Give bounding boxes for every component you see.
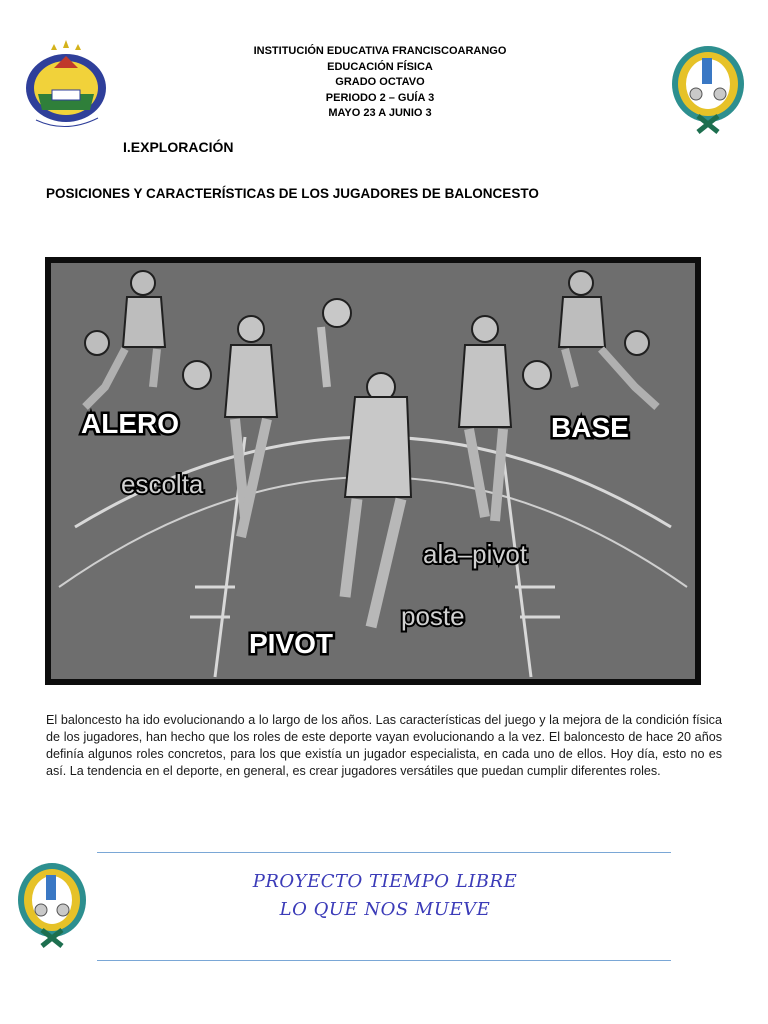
section-title: I.EXPLORACIÓN (123, 139, 234, 155)
label-pivot: PIVOT (249, 628, 334, 659)
label-base: BASE (551, 412, 629, 443)
label-poste: poste (401, 601, 465, 631)
label-escolta: escolta (121, 469, 204, 499)
intro-paragraph: El baloncesto ha ido evolucionando a lo largo de los años. Las características del juego y la mejora de la condición física de los jugadores, han hecho que los roles de este deporte vayan evolucionando a la vez. El baloncesto de hace 20 años definía algunos roles concretos, para los que existía un jugador especialista, en cada uno de ellos. Hoy día, esto no es así. La tendencia en el deporte, en general, es crear jugadores versátiles que puedan cumplir diferentes roles. (46, 713, 722, 778)
label-ala-pivot: ala–pivot (423, 539, 528, 569)
footer-line-2: LO QUE NOS MUEVE (279, 899, 491, 920)
institution-header (160, 44, 600, 122)
page-subtitle: POSICIONES Y CARACTERÍSTICAS DE LOS JUGADORES DE BALONCESTO (46, 186, 539, 201)
school-crest-logo (16, 38, 116, 134)
footer-top-rule (97, 852, 671, 853)
header-dates: MAYO 23 A JUNIO 3 (328, 107, 432, 119)
footer-line-1: PROYECTO TIEMPO LIBRE (252, 871, 518, 892)
header-grade: GRADO OCTAVO (335, 76, 425, 88)
sports-emblem-logo (668, 42, 748, 134)
label-alero: ALERO (81, 408, 179, 439)
footer-emblem-logo (12, 858, 92, 948)
basketball-positions-figure (45, 257, 701, 685)
header-institution: INSTITUCIÓN EDUCATIVA FRANCISCOARANGO (253, 45, 507, 57)
footer-bottom-rule (97, 960, 671, 961)
header-subject: EDUCACIÓN FÍSICA (327, 60, 433, 73)
header-period: PERIODO 2 – GUÍA 3 (325, 91, 435, 104)
